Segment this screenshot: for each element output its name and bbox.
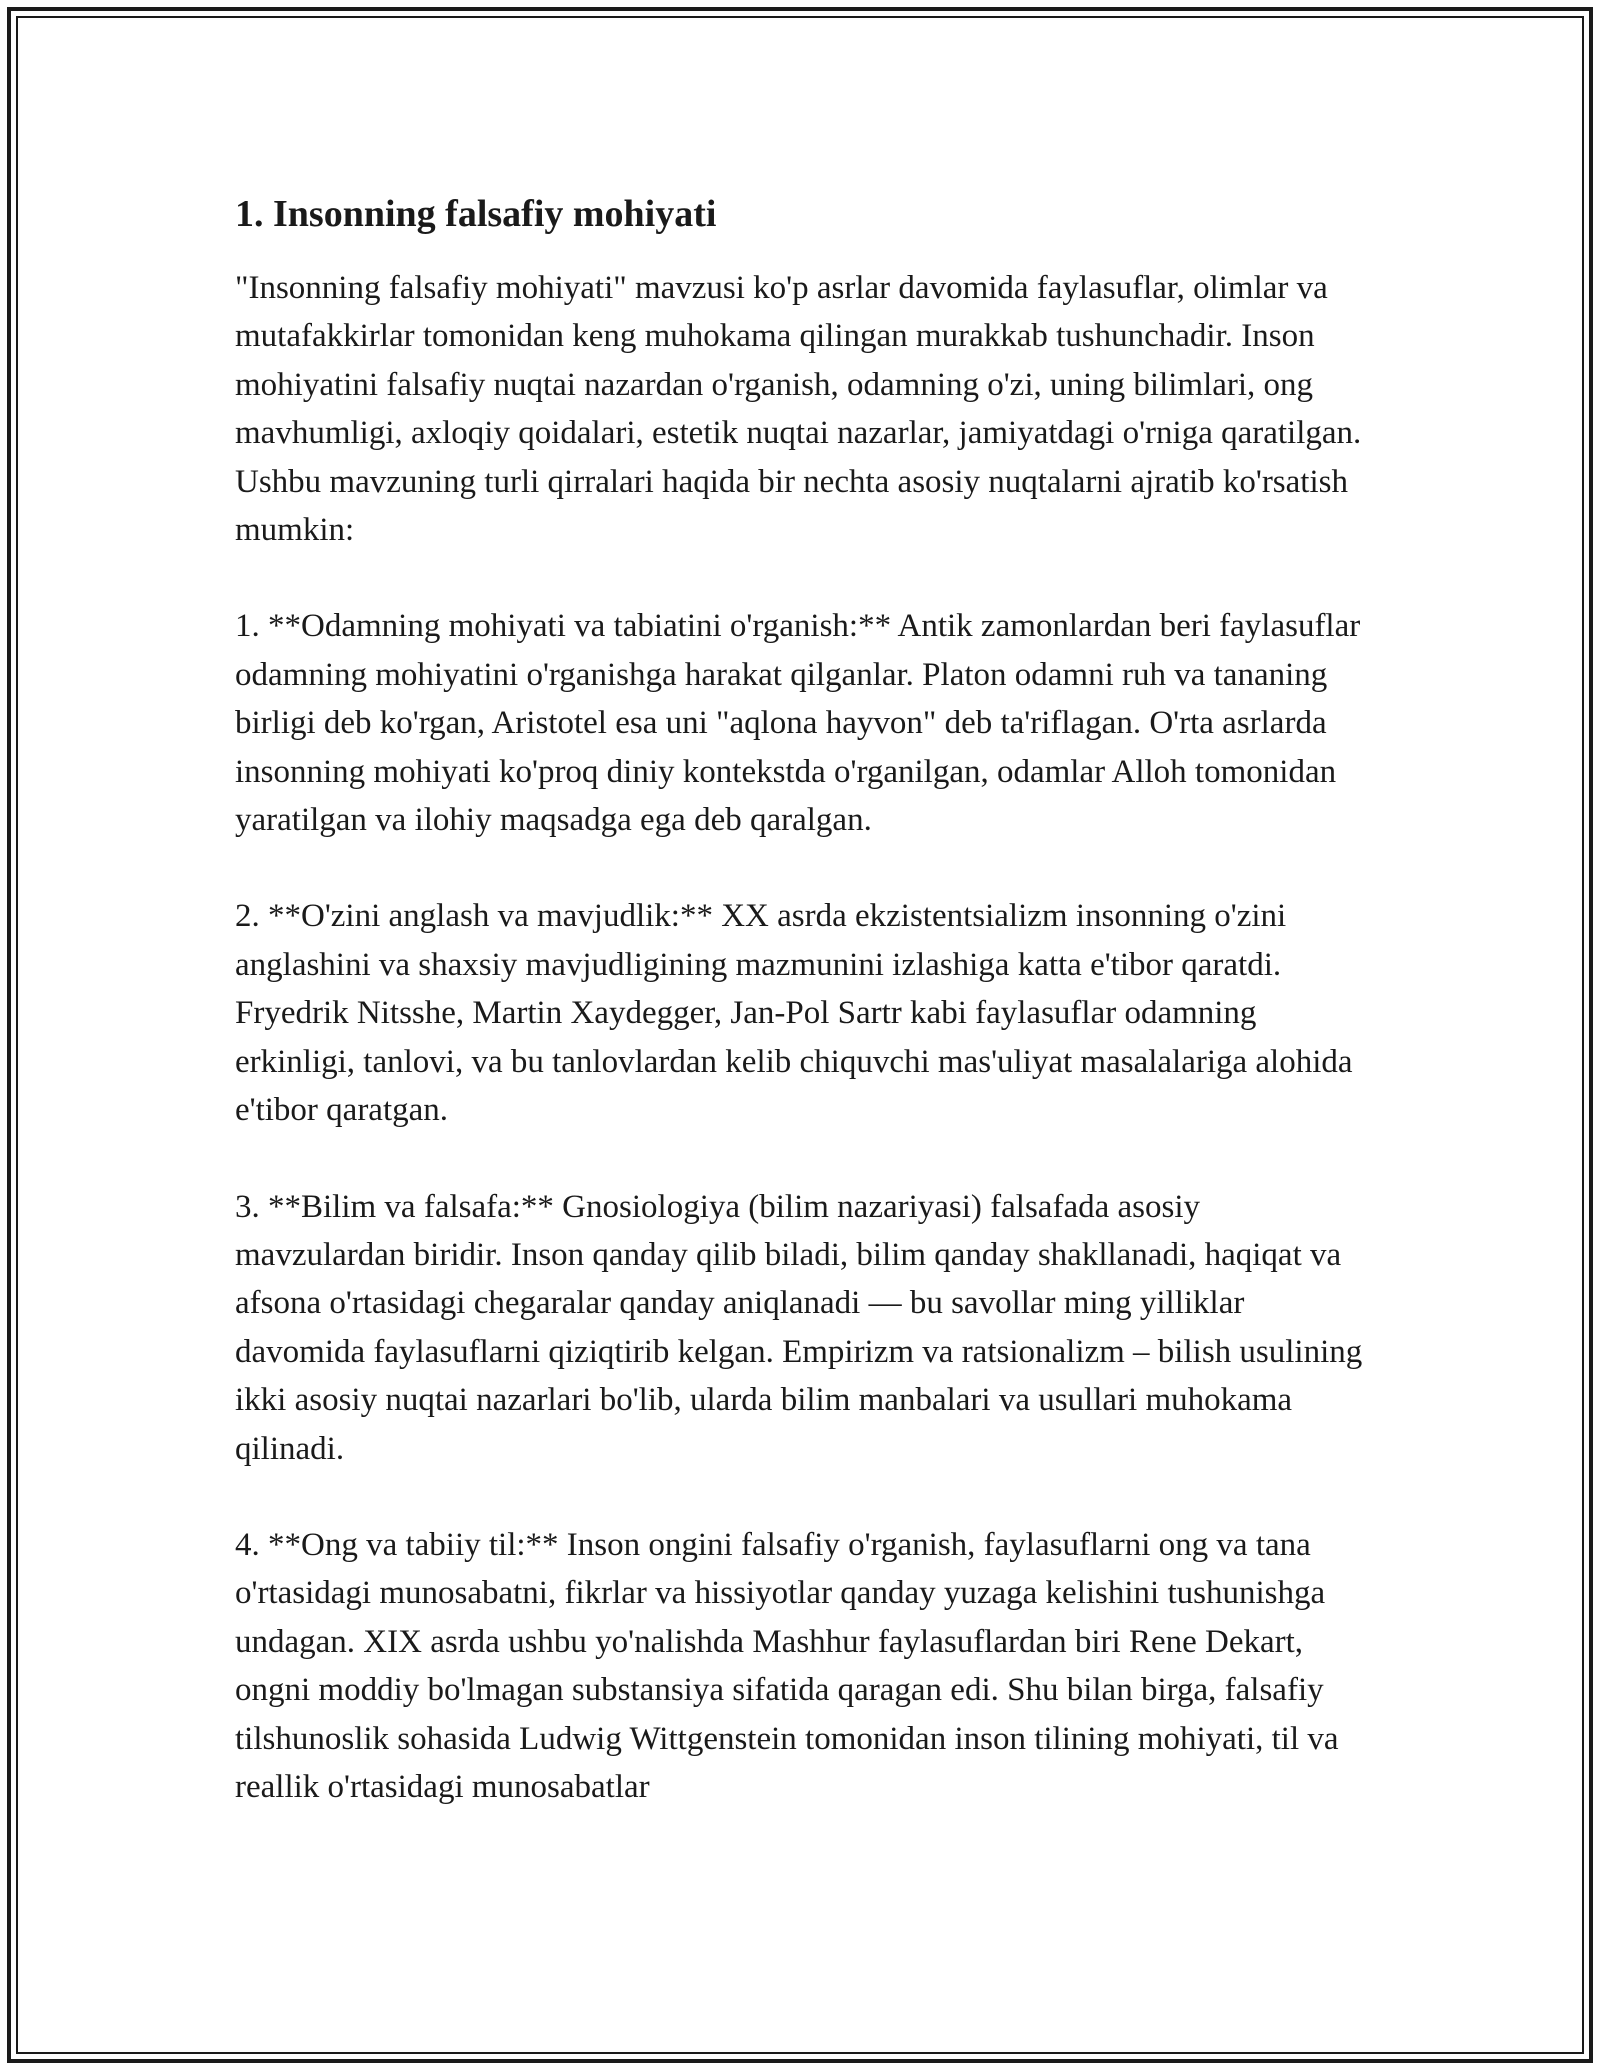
document-body (235, 186, 1375, 1859)
intro-paragraph: "Insonning falsafiy mohiyati" mavzusi ko'p asrlar davomida faylasuflar, olimlar va mutafakkirlar tomonidan keng muhokama qilingan murakkab tushunchadir. Inson mohiyatini falsafiy nuqtai nazardan o'rganish, odamning o'zi, uning bilimlari, ong mavhumligi, axloqiy qoidalari, estetik nuqtai nazarlar, jamiyatdagi o'rniga qaratilgan. Ushbu mavzuning turli qirralari haqida bir nechta asosiy nuqtalarni ajratib ko'rsatish mumkin: (235, 270, 1362, 549)
point-2-paragraph: 2. **O'zini anglash va mavjudlik:** XX asrda ekzistentsializm insonning o'zini anglashini va shaxsiy mavjudligining mazmunini izlashiga katta e'tibor qaratdi. Fryedrik Nitsshe, Martin Xaydegger, Jan-Pol Sartr kabi faylasuflar odamning erkinligi, tanlovi, va bu tanlovlardan kelib chiquvchi mas'uliyat masalalariga alohida e'tibor qaratgan. (235, 898, 1353, 1129)
point-3-paragraph: 3. **Bilim va falsafa:** Gnosiologiya (bilim nazariyasi) falsafada asosiy mavzulardan biridir. Inson qanday qilib biladi, bilim qanday shakllanadi, haqiqat va afsona o'rtasidagi chegaralar qanday aniqlanadi — bu savollar ming yilliklar davomida faylasuflarni qiziqtirib kelgan. Empirizm va ratsionalizm – bilish usulining ikki asosiy nuqtai nazarlari bo'lib, ularda bilim manbalari va usullari muhokama qilinadi. (235, 1188, 1363, 1467)
section-title: 1. Insonning falsafiy mohiyati (235, 193, 717, 235)
point-4-paragraph: 4. **Ong va tabiiy til:** Inson ongini falsafiy o'rganish, faylasuflarni ong va tana o'rtasidagi munosabatni, fikrlar va hissiyotlar qanday yuzaga kelishini tushunishga undagan. XIX asrda ushbu yo'nalishda Mashhur faylasuflardan biri Rene Dekart, ongni moddiy bo'lmagan substansiya sifatida qaragan edi. Shu bilan birga, falsafiy tilshunoslik sohasida Ludwig Wittgenstein tomonidan inson tilining mohiyati, til va reallik o'rtasidagi munosabatlar (235, 1526, 1339, 1805)
point-1-paragraph: 1. **Odamning mohiyati va tabiatini o'rganish:** Antik zamonlardan beri faylasuflar odamning mohiyatini o'rganishga harakat qilganlar. Platon odamni ruh va tananing birligi deb ko'rgan, Aristotel esa uni "aqlona hayvon" deb ta'riflagan. O'rta asrlarda insonning mohiyati ko'proq diniy kontekstda o'rganilgan, odamlar Alloh tomonidan yaratilgan va ilohiy maqsadga ega deb qaralgan. (235, 608, 1361, 839)
